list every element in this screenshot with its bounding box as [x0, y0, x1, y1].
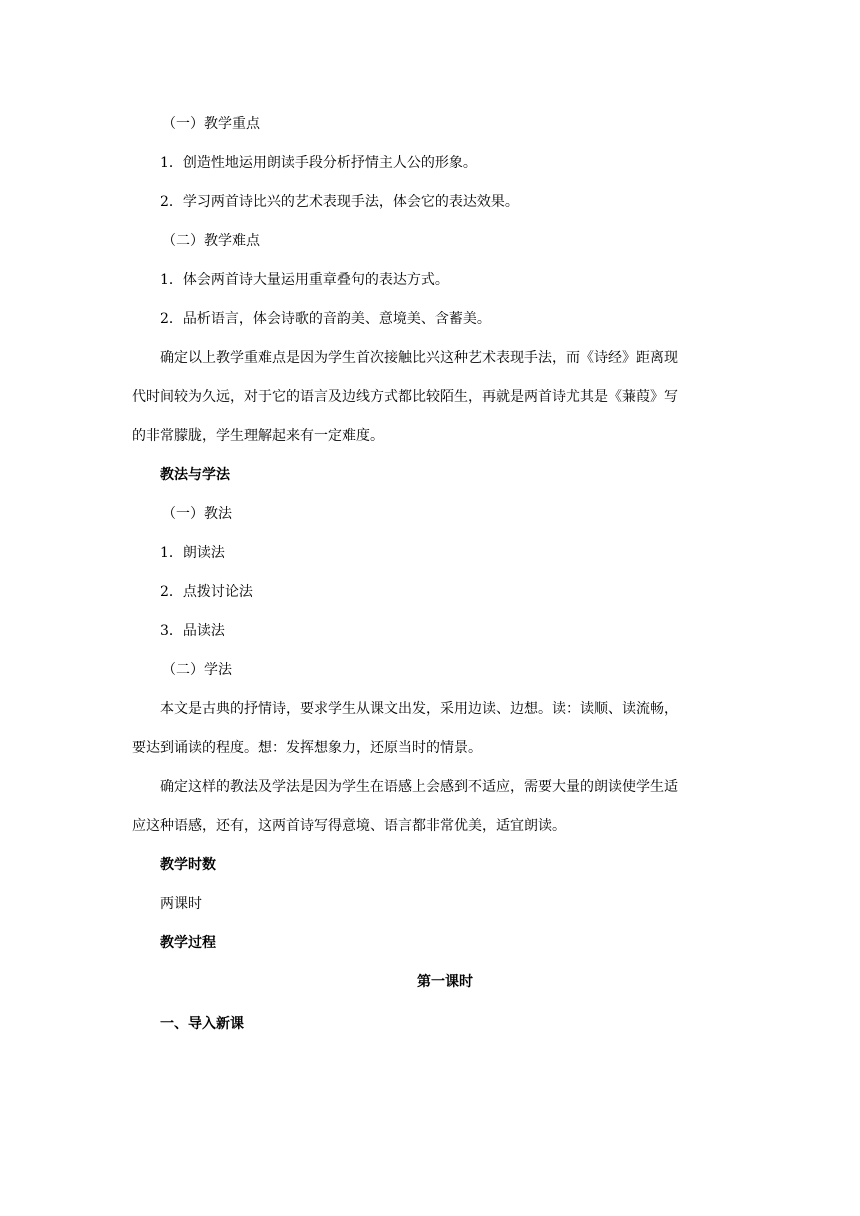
paragraph-learning-line-2: 要达到诵读的程度。想：发挥想象力，还原当时的情景。: [132, 740, 482, 756]
subheading-learning-method: （二）学法: [162, 662, 232, 678]
method-item-3: 3．品读法: [160, 623, 225, 639]
focus-item-1: 1．创造性地运用朗读手段分析抒情主人公的形象。: [160, 155, 477, 171]
difficulty-item-2: 2．品析语言，体会诗歌的音韵美、意境美、含蓄美。: [160, 311, 491, 327]
paragraph-rationale-line-2: 代时间较为久远，对于它的语言及边线方式都比较陌生，再就是两首诗尤其是《蒹葭》写: [132, 389, 678, 405]
paragraph-method-rationale-line-2: 应这种语感，还有，这两首诗写得意境、语言都非常优美，适宜朗读。: [132, 818, 566, 834]
subheading-teaching-difficulty: （二）教学难点: [162, 233, 260, 249]
heading-introduction: 一、导入新课: [160, 1016, 244, 1032]
heading-teaching-process: 教学过程: [160, 935, 216, 951]
method-item-2: 2．点拨讨论法: [160, 584, 253, 600]
paragraph-rationale-line-1: 确定以上教学重难点是因为学生首次接触比兴这种艺术表现手法，而《诗经》距离现: [160, 350, 678, 366]
difficulty-item-1: 1．体会两首诗大量运用重章叠句的表达方式。: [160, 272, 449, 288]
focus-item-2: 2．学习两首诗比兴的艺术表现手法，体会它的表达效果。: [160, 194, 519, 210]
subheading-teaching-method: （一）教法: [162, 506, 232, 522]
heading-first-lesson: 第一课时: [417, 974, 473, 990]
paragraph-learning-line-1: 本文是古典的抒情诗，要求学生从课文出发，采用边读、边想。读：读顺、读流畅，: [160, 701, 678, 717]
paragraph-rationale-line-3: 的非常朦胧，学生理解起来有一定难度。: [132, 428, 384, 444]
heading-class-hours: 教学时数: [160, 857, 216, 873]
heading-methods: 教法与学法: [160, 467, 230, 483]
method-item-1: 1．朗读法: [160, 545, 225, 561]
paragraph-method-rationale-line-1: 确定这样的教法及学法是因为学生在语感上会感到不适应，需要大量的朗读使学生适: [160, 779, 678, 795]
class-hours-value: 两课时: [160, 896, 202, 912]
subheading-teaching-focus: （一）教学重点: [162, 116, 260, 132]
